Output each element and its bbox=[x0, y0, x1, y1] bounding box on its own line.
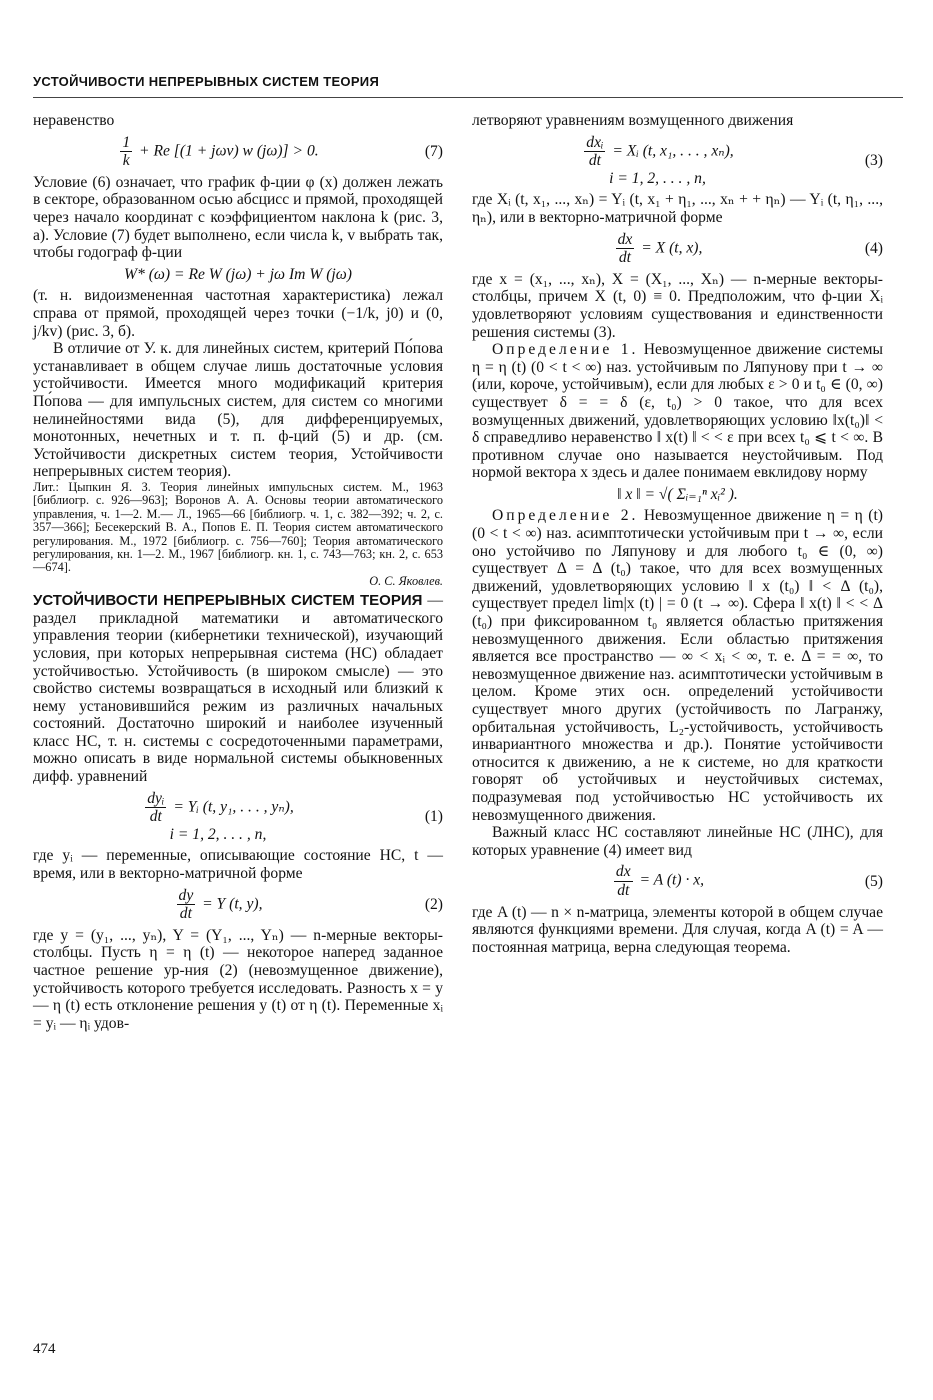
paragraph: где Xᵢ (t, x₁, ..., xₙ) = Yᵢ (t, x₁ + η₁, ..., xₙ + + ηₙ) — Yᵢ (t, η₁, ..., ηₙ), или в векторно-матричной форме bbox=[472, 191, 883, 226]
formula-text: W* (ω) = Re W (jω) + jω Im W (jω) bbox=[124, 265, 352, 283]
paragraph: (т. н. видоизмененная частотная характеристика) лежал справа от прямой, проходящей через точки (−1/k, j0) и (0, j/kv) (рис. 3, б). bbox=[33, 287, 443, 340]
formula-number: (3) bbox=[864, 151, 883, 169]
fraction-denominator: dt bbox=[617, 881, 630, 899]
paragraph: — раздел прикладной математики и автоматического управления теории (кибернетики технической), изучающий условия, при которых непрерывная система (НС) обладает устойчивостью. Устойчивость (в широком смысле) — это свойство системы возвращаться в исходный или близкий к нему установившийся режим из различных начальных состояний. Достаточно широкий и наиболее изученный класс НС, т. н. системы с сосредоточенными параметрами, можно описать в виде нормальной системы обыкновенных дифф. уравнений bbox=[33, 592, 443, 786]
formula-1 bbox=[33, 790, 443, 844]
left-column bbox=[33, 112, 443, 1032]
paragraph: летворяют уравнениям возмущенного движения bbox=[472, 112, 794, 129]
fraction-numerator: dy bbox=[178, 886, 194, 904]
entry-title: УСТОЙЧИВОСТИ НЕПРЕРЫВНЫХ СИСТЕМ ТЕОРИЯ bbox=[33, 592, 423, 610]
fraction-denominator: dt bbox=[179, 905, 192, 923]
formula-number: (7) bbox=[424, 142, 443, 160]
bibliography: Лит.: Цыпкин Я. З. Теория линейных импульсных систем. М., 1963 [библиогр. с. 926—963]; Воронов А. А. Основы теории автоматического управления, ч. 1—2. М.— Л., 1965—66 [библиогр. ч. 1, с. 382—392; ч. 2, с. 357—366]; Бесекерский В. А., Попов Е. П. Теория систем автоматического регулирования. М., 1972 [библиогр. с. 756—760]; Теория автоматического регулирования, кн. 1—2. М., 1967 [библиогр. кн. 1, с. 743—763; кн. 2, с. 653—674]. bbox=[33, 479, 443, 575]
formula-text: ‖ x ‖ = √( Σᵢ₌₁ⁿ xᵢ² ). bbox=[617, 485, 738, 503]
formula-5 bbox=[472, 863, 883, 899]
paragraph: неравенство bbox=[33, 112, 115, 129]
formula-text: = Y (t, y), bbox=[202, 895, 263, 913]
formula-norm bbox=[472, 486, 883, 504]
formula-w bbox=[33, 266, 443, 284]
formula-3 bbox=[472, 134, 883, 188]
paragraph: Невозмущенное движение системы η = η (t) (0 < t < ∞) наз. устойчивым по Ляпунову при t → ∞ (или, короче, устойчивым), если для любых ε > 0 и t₀ ∈ (0, ∞) существует δ = = δ (ε, t₀) > 0 такое, что для всех возмущенных движений, удовлетворяющих условию ‖x(t₀)‖ < δ справедливо неравенство ‖ x(t) ‖ < < ε при всех t₀ ⩽ t < ∞. В противном случае оно называется неустойчивым. Под нормой вектора x здесь и далее понимаем евклидову норму bbox=[472, 341, 883, 482]
formula-2 bbox=[33, 887, 443, 923]
fraction-denominator: dt bbox=[588, 152, 601, 170]
author-signature: О. С. Яковлев. bbox=[369, 573, 443, 588]
paragraph: где y = (y₁, ..., yₙ), Y = (Y₁, ..., Yₙ) — n-мерные векторы-столбцы. Пусть η = η (t) — некоторое наперед заданное частное решение ур-ния (2) (невозмущенное движение), устойчивость которого требуется исследовать. Разность x = y — η (t) есть отклонение решения y (t) от η (t). Переменные xᵢ = yᵢ — ηᵢ удов- bbox=[33, 926, 443, 1032]
fraction-denominator: dt bbox=[149, 808, 162, 826]
page-number: 474 bbox=[33, 1341, 56, 1357]
running-header: УСТОЙЧИВОСТИ НЕПРЕРЫВНЫХ СИСТЕМ ТЕОРИЯ bbox=[33, 74, 380, 89]
formula-text: = A (t) · x, bbox=[639, 872, 705, 890]
formula-text: = Xᵢ (t, x₁, . . . , xₙ), bbox=[612, 142, 734, 160]
formula-7 bbox=[33, 134, 443, 170]
fraction-numerator: dyᵢ bbox=[147, 789, 165, 807]
fraction-numerator: dxᵢ bbox=[586, 133, 604, 151]
definition-label: Определение 1. bbox=[492, 341, 639, 359]
fraction-denominator: dt bbox=[618, 249, 632, 267]
fraction-numerator: dx bbox=[615, 863, 631, 881]
definition-label: Определение 2. bbox=[492, 507, 639, 525]
formula-4 bbox=[472, 231, 883, 267]
paragraph: где x = (x₁, ..., xₙ), X = (X₁, ..., Xₙ) — n-мерные векторы-столбцы, причем X (t, 0) ≡ 0. Предположим, что ф-ции Xᵢ удовлетворяют условиям существования и единственности решения системы (3). bbox=[472, 270, 883, 341]
paragraph: В отличие от У. к. для линейных систем, критерий По́пова устанавливает в общем случае лишь достаточные условия устойчивости. Имеется много модификаций критерия По́пова — для импульсных систем, для систем со многими нелинейностями вида (5), для дифференцируемых, монотонных, нечетных и т. п. ф-ций (5) и др. (см. Устойчивости дискретных систем теория, Устойчивости непрерывных систем теория). bbox=[33, 340, 443, 481]
paragraph: где A (t) — n × n-матрица, элементы которой в общем случае являются функциями времени. Для случая, когда A (t) = A — постоянная матрица, верна следующая теорема. bbox=[472, 903, 883, 956]
formula-number: (5) bbox=[864, 872, 883, 890]
header-rule bbox=[33, 97, 903, 98]
paragraph: Условие (6) означает, что график ф-ции φ (x) должен лежать в секторе, образованном осью абсцисс и прямой, проходящей через начало координат с коэффициентом наклона k (рис. 3, а). Условие (7) будет выполнено, если числа k, v выбрать так, чтобы годограф ф-ции bbox=[33, 173, 443, 262]
paragraph: где yᵢ — переменные, описывающие состояние НС, t — время, или в векторно-матричной форме bbox=[33, 847, 443, 883]
right-column bbox=[472, 112, 883, 956]
formula-number: (1) bbox=[424, 807, 443, 825]
formula-index: i = 1, 2, . . . , n, bbox=[169, 825, 267, 843]
paragraph: Важный класс НС составляют линейные НС (ЛНС), для которых уравнение (4) имеет вид bbox=[472, 824, 883, 859]
fraction-numerator: dx bbox=[617, 230, 633, 248]
formula-index: i = 1, 2, . . . , n, bbox=[609, 169, 706, 187]
formula-text: = X (t, x), bbox=[641, 239, 703, 257]
paragraph: Невозмущенное движение η = η (t) (0 < t < ∞) наз. асимптотически устойчивым при t → ∞, если оно устойчиво по Ляпунову и для любого t₀ ∈ (0, ∞) существует Δ = Δ (t₀) такое, что для всех возмущенных движений, удовлетворяющих условию ‖ x (t₀) ‖ < Δ (t₀), существует предел lim|x (t) | = 0 (t → ∞). Сфера ‖ x(t) ‖ < < Δ (t₀) при фиксированном t₀ является областью притяжения невозмущенного движения. Если областью притяжения является все пространство — ∞ < xᵢ < ∞, т. е. Δ = = ∞, то невозмущенное движение наз. асимптотически устойчивым в целом. Кроме этих осн. определений устойчивости существует много других (устойчивость по Лагранжу, орбитальная устойчивость, L₂-устойчивость, устойчивость инвариантного множества и др.). Понятие устойчивости относится к движению, а не к системе, но для краткости говорят об устойчивых и неустойчивых системах, подразумевая под устойчивостью НС устойчивость их невозмущенного движения. bbox=[472, 507, 883, 824]
fraction-numerator: 1 bbox=[122, 133, 131, 151]
formula-text: + Re [(1 + jωv) w (jω)] > 0. bbox=[139, 142, 319, 160]
formula-number: (2) bbox=[424, 895, 443, 913]
formula-number: (4) bbox=[864, 239, 883, 257]
fraction-denominator: k bbox=[122, 152, 130, 170]
formula-text: = Yᵢ (t, y₁, . . . , yₙ), bbox=[173, 798, 294, 816]
